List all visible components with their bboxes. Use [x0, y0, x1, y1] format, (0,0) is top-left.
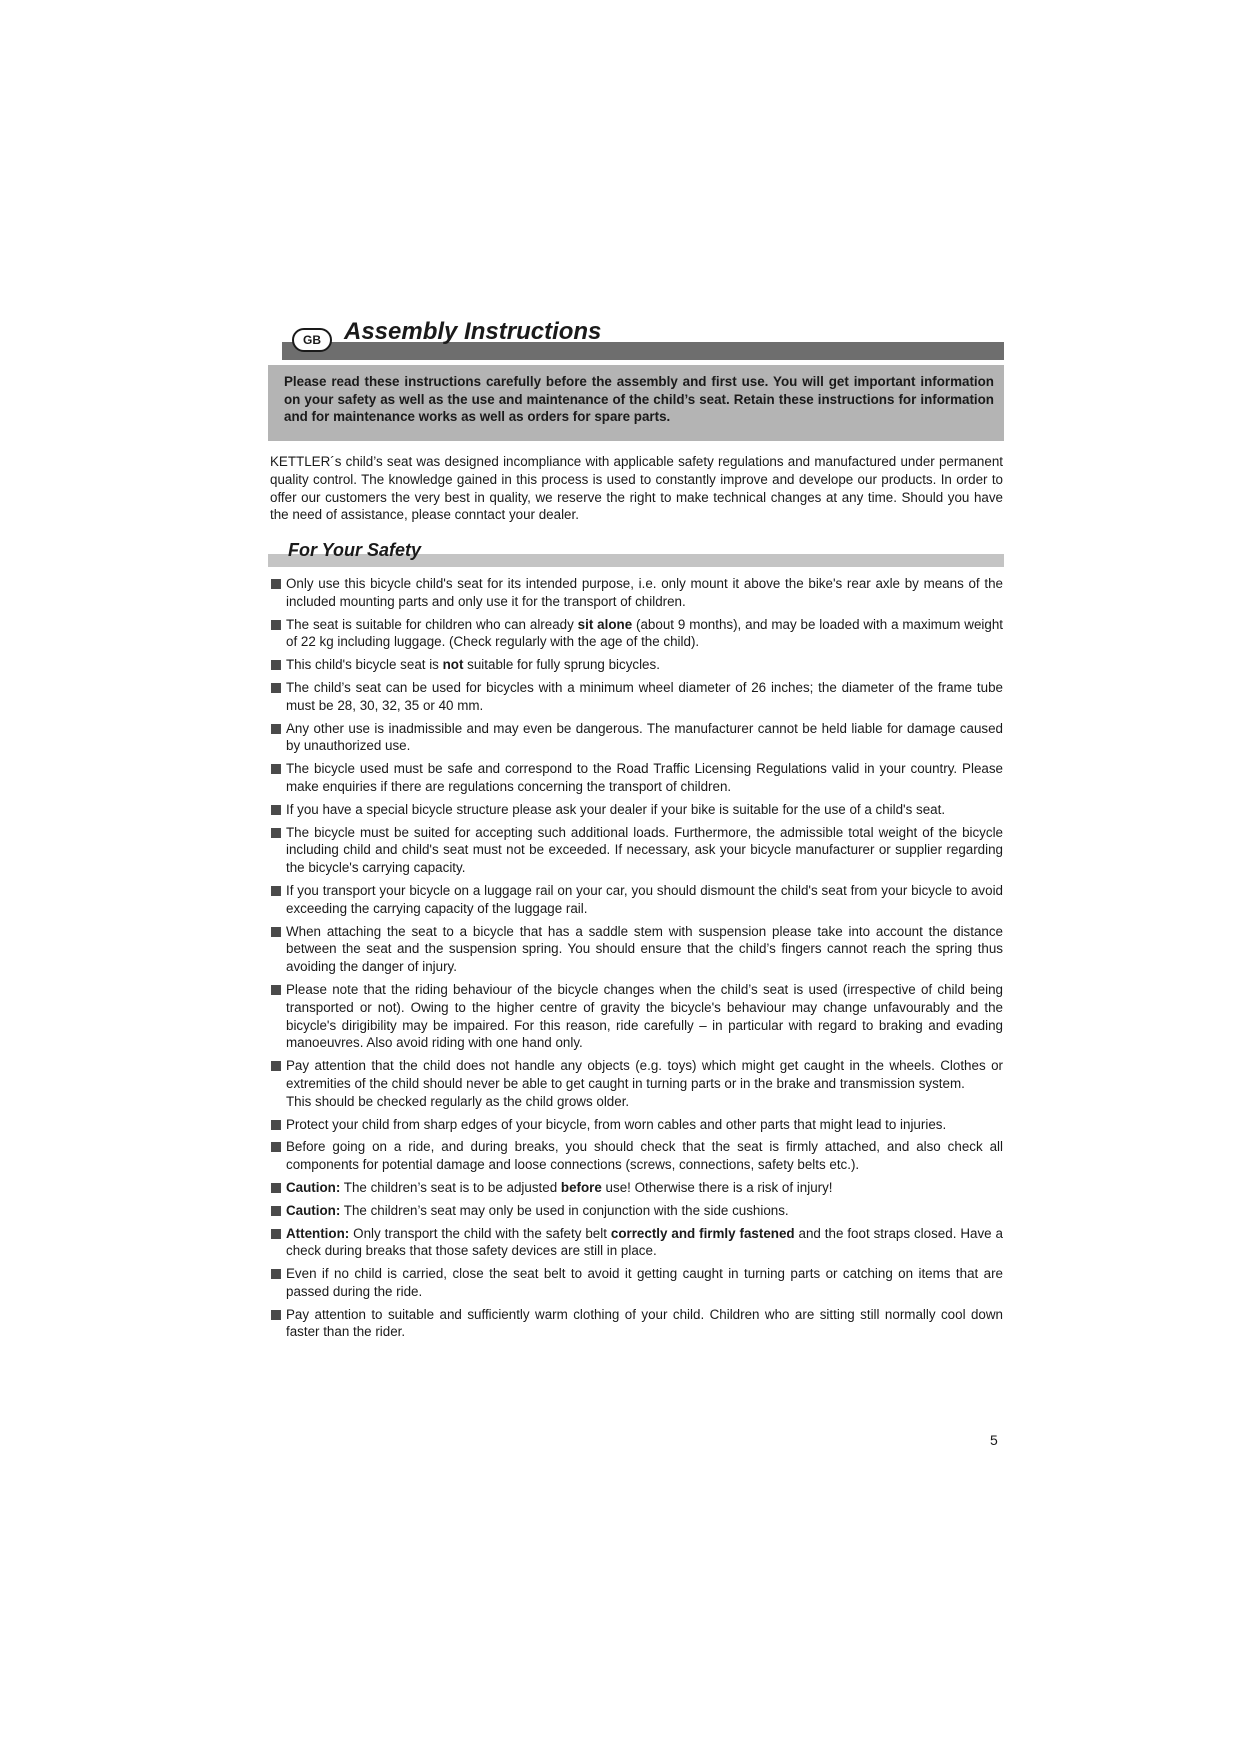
notice-box: Please read these instructions carefully before the assembly and first use. You will get important information on your safety as well as the use and maintenance of the child’s seat. Retain these instructions for information and for maintenance works as well as orders for spare parts. — [268, 365, 1004, 441]
square-bullet-icon — [271, 886, 281, 896]
item-text: use! Otherwise there is a risk of injury! — [601, 1179, 833, 1195]
list-item — [270, 1265, 1003, 1301]
item-text: and the foot straps closed. Have a check during breaks that those safety devices are still in place. — [286, 1225, 1003, 1259]
item-text: If you transport your bicycle on a luggage rail on your car, you should dismount the child's seat from your bicycle to avoid exceeding the carrying capacity of the luggage rail. — [286, 882, 1003, 916]
item-text: The child’s seat can be used for bicycles with a minimum wheel diameter of 26 inches; the diameter of the frame tube must be 28, 30, 32, 35 or 40 mm. — [286, 679, 1003, 713]
list-item — [270, 656, 1003, 674]
square-bullet-icon — [271, 724, 281, 734]
square-bullet-icon — [271, 683, 281, 693]
list-item — [270, 1116, 1003, 1134]
list-item — [270, 1057, 1003, 1110]
square-bullet-icon — [271, 1061, 281, 1071]
square-bullet-icon — [271, 620, 281, 630]
page-title: Assembly Instructions — [344, 318, 602, 345]
list-item — [270, 760, 1003, 796]
item-text: Only transport the child with the safety belt — [349, 1225, 611, 1241]
square-bullet-icon — [271, 660, 281, 670]
list-item — [270, 1138, 1003, 1174]
square-bullet-icon — [271, 985, 281, 995]
list-item — [270, 882, 1003, 918]
list-item — [270, 923, 1003, 976]
page-header — [268, 318, 1004, 360]
list-item — [270, 801, 1003, 819]
square-bullet-icon — [271, 1310, 281, 1320]
item-text: Pay attention to suitable and sufficiently warm clothing of your child. Children who are sitting still normally cool down faster than the rider. — [286, 1306, 1003, 1340]
item-text: The children’s seat is to be adjusted — [340, 1179, 561, 1195]
list-item — [270, 720, 1003, 756]
page-number: 5 — [990, 1432, 998, 1448]
item-text: suitable for fully sprung bicycles. — [463, 657, 660, 673]
item-label: Caution: — [286, 1202, 341, 1218]
item-text: Before going on a ride, and during breaks, you should check that the seat is firmly attached, and also check all components for potential damage and loose connections (screws, connections, safety belts etc.). — [286, 1139, 1003, 1173]
list-item — [270, 616, 1003, 652]
item-text: This child's bicycle seat is — [286, 657, 443, 673]
item-text: The bicycle used must be safe and correspond to the Road Traffic Licensing Regulations valid in your country. Please make enquiries if there are regulations concerning the transport of children. — [286, 761, 1003, 794]
item-emphasis: not — [442, 657, 464, 673]
list-item — [270, 1225, 1003, 1261]
item-text: (about 9 months), and may be loaded with a maximum weight of 22 kg including luggage. (Check regularly with the age of the child). — [286, 616, 1004, 650]
section-header — [268, 540, 1004, 568]
item-text: The children’s seat may only be used in conjunction with the side cushions. — [340, 1202, 789, 1218]
list-item — [270, 575, 1003, 611]
item-note: This should be checked regularly as the child grows older. — [286, 1093, 630, 1109]
square-bullet-icon — [271, 927, 281, 937]
square-bullet-icon — [271, 1229, 281, 1239]
item-text: Only use this bicycle child's seat for its intended purpose, i.e. only mount it above the bike's rear axle by means of the included mounting parts and only use it for the transport of children. — [286, 576, 1003, 609]
item-text: Please note that the riding behaviour of the bicycle changes when the child’s seat is used (irrespective of child being transported or not). Owing to the higher centre of gravity the bicycle's behaviour may change unfavourably and the bicycle's dirigibility may be impaired. For this reason, ride carefully – in particular with regard to braking and evading manoeuvres. Also avoid riding with one hand only. — [286, 981, 1003, 1051]
language-badge: GB — [292, 328, 332, 352]
square-bullet-icon — [271, 764, 281, 774]
item-emphasis: correctly and firmly fastened — [610, 1225, 795, 1241]
list-item — [270, 1179, 1003, 1197]
square-bullet-icon — [271, 579, 281, 589]
square-bullet-icon — [271, 1142, 281, 1152]
item-text: The bicycle must be suited for accepting such additional loads. Furthermore, the admissible total weight of the bicycle including child and child's seat must not be exceeded. If necessary, ask your bicycle manufacturer or supplier regarding the bicycle's carrying capacity. — [286, 824, 1003, 876]
item-text: If you have a special bicycle structure please ask your dealer if your bike is suitable for the use of a child's seat. — [286, 801, 946, 817]
item-label: Attention: — [286, 1225, 350, 1241]
item-text: Pay attention that the child does not handle any objects (e.g. toys) which might get caught in the wheels. Clothes or extremities of the child should never be able to get caught in turning parts or in the brake and transmission system. — [286, 1058, 1003, 1091]
item-text: Any other use is inadmissible and may even be dangerous. The manufacturer cannot be held liable for damage caused by unauthorized use. — [286, 720, 1003, 754]
item-emphasis: sit alone — [577, 616, 633, 632]
list-item — [270, 1202, 1003, 1220]
safety-list — [270, 575, 1003, 1346]
section-title: For Your Safety — [288, 540, 422, 560]
list-item — [270, 679, 1003, 715]
square-bullet-icon — [271, 1120, 281, 1130]
intro-paragraph: KETTLER´s child’s seat was designed incompliance with applicable safety regulations and manufactured under permanent quality control. The knowledge gained in this process is used to constantly improve and develope our products. In order to offer our customers the very best in quality, we reserve the right to make technical changes at any time. Should you have the need of assistance, please conntact your dealer. — [270, 454, 1003, 523]
square-bullet-icon — [271, 1183, 281, 1193]
square-bullet-icon — [271, 1206, 281, 1216]
square-bullet-icon — [271, 1269, 281, 1279]
item-text: Protect your child from sharp edges of your bicycle, from worn cables and other parts that might lead to injuries. — [286, 1116, 947, 1132]
item-label: Caution: — [286, 1179, 341, 1195]
item-text: The seat is suitable for children who can already — [286, 616, 578, 632]
square-bullet-icon — [271, 828, 281, 838]
item-text: When attaching the seat to a bicycle that has a saddle stem with suspension please take into account the distance between the seat and the suspension spring. You should ensure that the child’s fingers cannot reach the spring thus avoiding the danger of injury. — [286, 923, 1003, 975]
list-item — [270, 824, 1003, 877]
item-text: Even if no child is carried, close the seat belt to avoid it getting caught in turning parts or catching on items that are passed during the ride. — [286, 1266, 1003, 1299]
list-item — [270, 981, 1003, 1052]
square-bullet-icon — [271, 805, 281, 815]
item-emphasis: before — [560, 1179, 602, 1195]
list-item — [270, 1306, 1003, 1342]
